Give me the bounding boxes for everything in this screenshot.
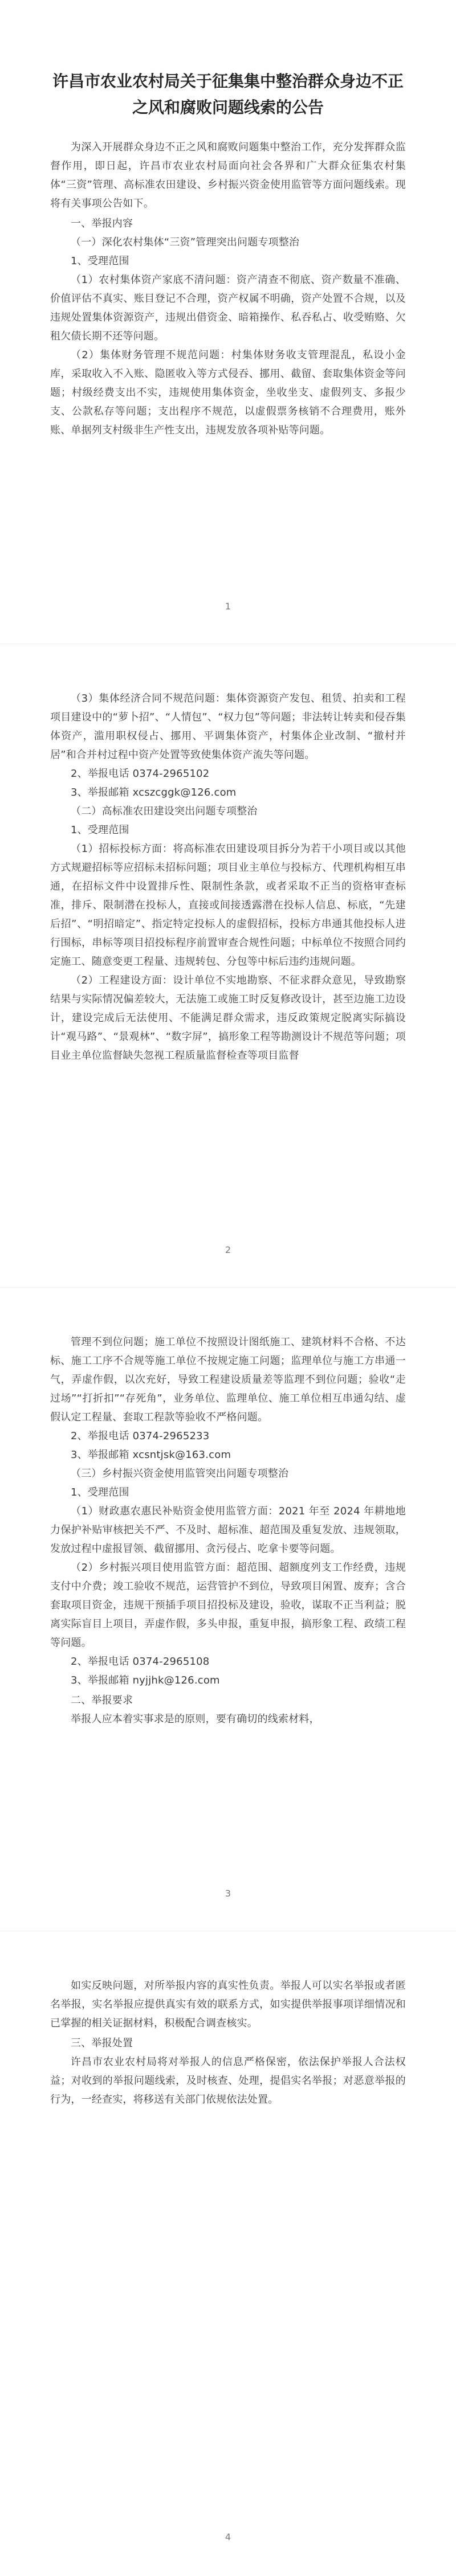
report-phone: 2、举报电话 0374-2965102 xyxy=(71,768,210,780)
section-heading: 二、举报要求 xyxy=(71,1694,133,1706)
paragraph: （1）农村集体资产家底不清问题：资产清查不彻底、资产数量不准确、价值评估不真实、账目登记不合理，资产权属不明确，资产处置不合规，以及违规处置集体资源资产，违规出借资金、暗箱操作、私吞私占、收受贿赂、欠租欠债长期不还等问题。 xyxy=(50,274,406,342)
paragraph: 管理不到位问题；施工单位不按照设计图纸施工、建筑材料不合格、不达标、施工工序不合规等施工单位不按规定施工问题；监理单位与施工方串通一气，弄虚作假，以次充好，导致工程建设质量差等监理不到位问题；验收“走过场”“打折扣”“存死角”，业务单位、监理单位、施工单位相互串通勾结、虚假认定工程量、套取工程款等验收不严格问题。 xyxy=(50,1336,406,1423)
page-3 xyxy=(0,1333,456,1729)
paragraph: 如实反映问题，对所举报内容的真实性负责。举报人可以实名举报或者匿名举报，实名举报应提供真实有效的联系方式，如实提供举报事项详细情况和已掌握的相关证据材料，积极配合调查核实。 xyxy=(50,1980,406,2029)
paragraph: （1）招标投标方面：将高标准农田建设项目拆分为若干小项目或以其他方式规避招标等应招标未招标问题；项目业主单位与投标方、代理机构相互串通，在招标文件中设置排斥性、限制性条款，或者采取不正当的资格审查标准，排斥、限制潜在投标人，直接或间接透露潜在投标人信息、标底，“先建后招”、“明招暗定”、指定特定投标人的虚假招标，投标方串通其他投标人进行围标，串标等项目招投标程序前置审查合规性问题；中标单位不按照合同约定施工、随意变更工程量、违规转包、分包等中标后违约违规问题。 xyxy=(50,843,406,968)
paragraph: （2）工程建设方面：设计单位不实地勘察、不征求群众意见，导致勘察结果与实际情况偏差较大，无法施工或施工时反复修改设计，甚至边施工边设计，建设完成后无法使用、不能满足群众需求，违反政策规定脱离实际搞设计“观马路”、“景观林”、“数字屏”，搞形象工程等勘测设计不规范等问题；项目业主单位监督缺失忽视工程质量监督检查等项目监督 xyxy=(50,974,406,1062)
item-heading: 1、受理范围 xyxy=(71,255,129,267)
item-heading: 1、受理范围 xyxy=(71,1486,129,1498)
page-divider xyxy=(0,1287,456,1288)
subsection-heading: （二）高标准农田建设突出问题专项整治 xyxy=(71,805,258,817)
paragraph: 举报人应本着实事求是的原则，要有确切的线索材料， xyxy=(71,1713,320,1725)
page-number: 2 xyxy=(225,1244,231,1255)
item-heading: 1、受理范围 xyxy=(71,824,129,836)
subsection-heading: （一）深化农村集体“三资”管理突出问题专项整治 xyxy=(71,236,300,248)
page-number: 3 xyxy=(225,1888,231,1899)
report-phone: 2、举报电话 0374-2965233 xyxy=(71,1430,210,1442)
report-email: 3、举报邮箱 xcsntjsk@163.com xyxy=(71,1449,231,1461)
page-1 xyxy=(0,68,456,440)
document-title: 许昌市农业农村局关于征集集中整治群众身边不正之风和腐败问题线索的公告 xyxy=(52,72,404,117)
page-number: 4 xyxy=(225,2532,231,2542)
paragraph: 许昌市农业农村局将对举报人的信息严格保密，依法保护举报人合法权益；对收到的举报问题线索，及时核查、处理，提倡实名举报；对恶意举报的行为，一经查实，将移送有关部门依规依法处置。 xyxy=(50,2056,406,2106)
page-number: 1 xyxy=(225,601,231,612)
page-2 xyxy=(0,689,456,1065)
report-email: 3、举报邮箱 nyjjhk@126.com xyxy=(71,1674,220,1686)
page-4 xyxy=(0,1976,456,2109)
section-heading: 一、举报内容 xyxy=(71,218,133,230)
paragraph: （3）集体经济合同不规范问题：集体资源资产发包、租赁、拍卖和工程项目建设中的“萝卜招”、“人情包”、“权力包”等问题；非法转让转卖和侵吞集体资产，滥用职权侵占、挪用、平调集体资产，村集体企业改制、“撤村并居”和合并村过程中资产处置等致使集体资产流失等问题。 xyxy=(50,693,406,761)
subsection-heading: （三）乡村振兴资金使用监管突出问题专项整治 xyxy=(71,1468,289,1480)
paragraph: （2）集体财务管理不规范问题：村集体财务收支管理混乱，私设小金库，采取收入不入账、隐匿收入等方式侵吞、挪用、截留、套取集体资金等问题；村级经费支出不实，违规使用集体资金，坐收坐支、虚假列支、多报少支、公款私存等问题；支出程序不规范，以虚假票务核销不合理费用，账外账、单据列支村级非生产性支出，违规发放各项补贴等问题。 xyxy=(50,349,406,436)
intro-paragraph: 为深入开展群众身边不正之风和腐败问题集中整治工作，充分发挥群众监督作用，即日起，许昌市农业农村局面向社会各界和广大群众征集农村集体“三资”管理、高标准农田建设、乡村振兴资金使用监管等方面问题线索。现将有关事项公告如下。 xyxy=(50,141,406,210)
section-heading: 三、举报处置 xyxy=(71,2037,133,2049)
paragraph: （1）财政惠农惠民补贴资金使用监管方面：2021 年至 2024 年耕地地力保护补贴审核把关不严、不及时、超标准、超范围及重复发放、违规领取，发放过程中虚报冒领、截留挪用、贪污侵占、吃拿卡要等问题。 xyxy=(50,1505,406,1555)
report-email: 3、举报邮箱 xcszcggk@126.com xyxy=(71,787,237,798)
report-phone: 2、举报电话 0374-2965108 xyxy=(71,1656,210,1668)
paragraph: （2）乡村振兴项目使用监管方面：超范围、超额度列支工作经费，违规支付中介费；竣工验收不规范，运营管护不到位，导致项目闲置、废弃；含合套取项目资金，违规干预插手项目招投标及建设，验收，谋取不正当利益；脱离实际盲目上项目，弄虚作假，多头申报，重复申报，搞形象工程、政绩工程等问题。 xyxy=(50,1562,406,1649)
